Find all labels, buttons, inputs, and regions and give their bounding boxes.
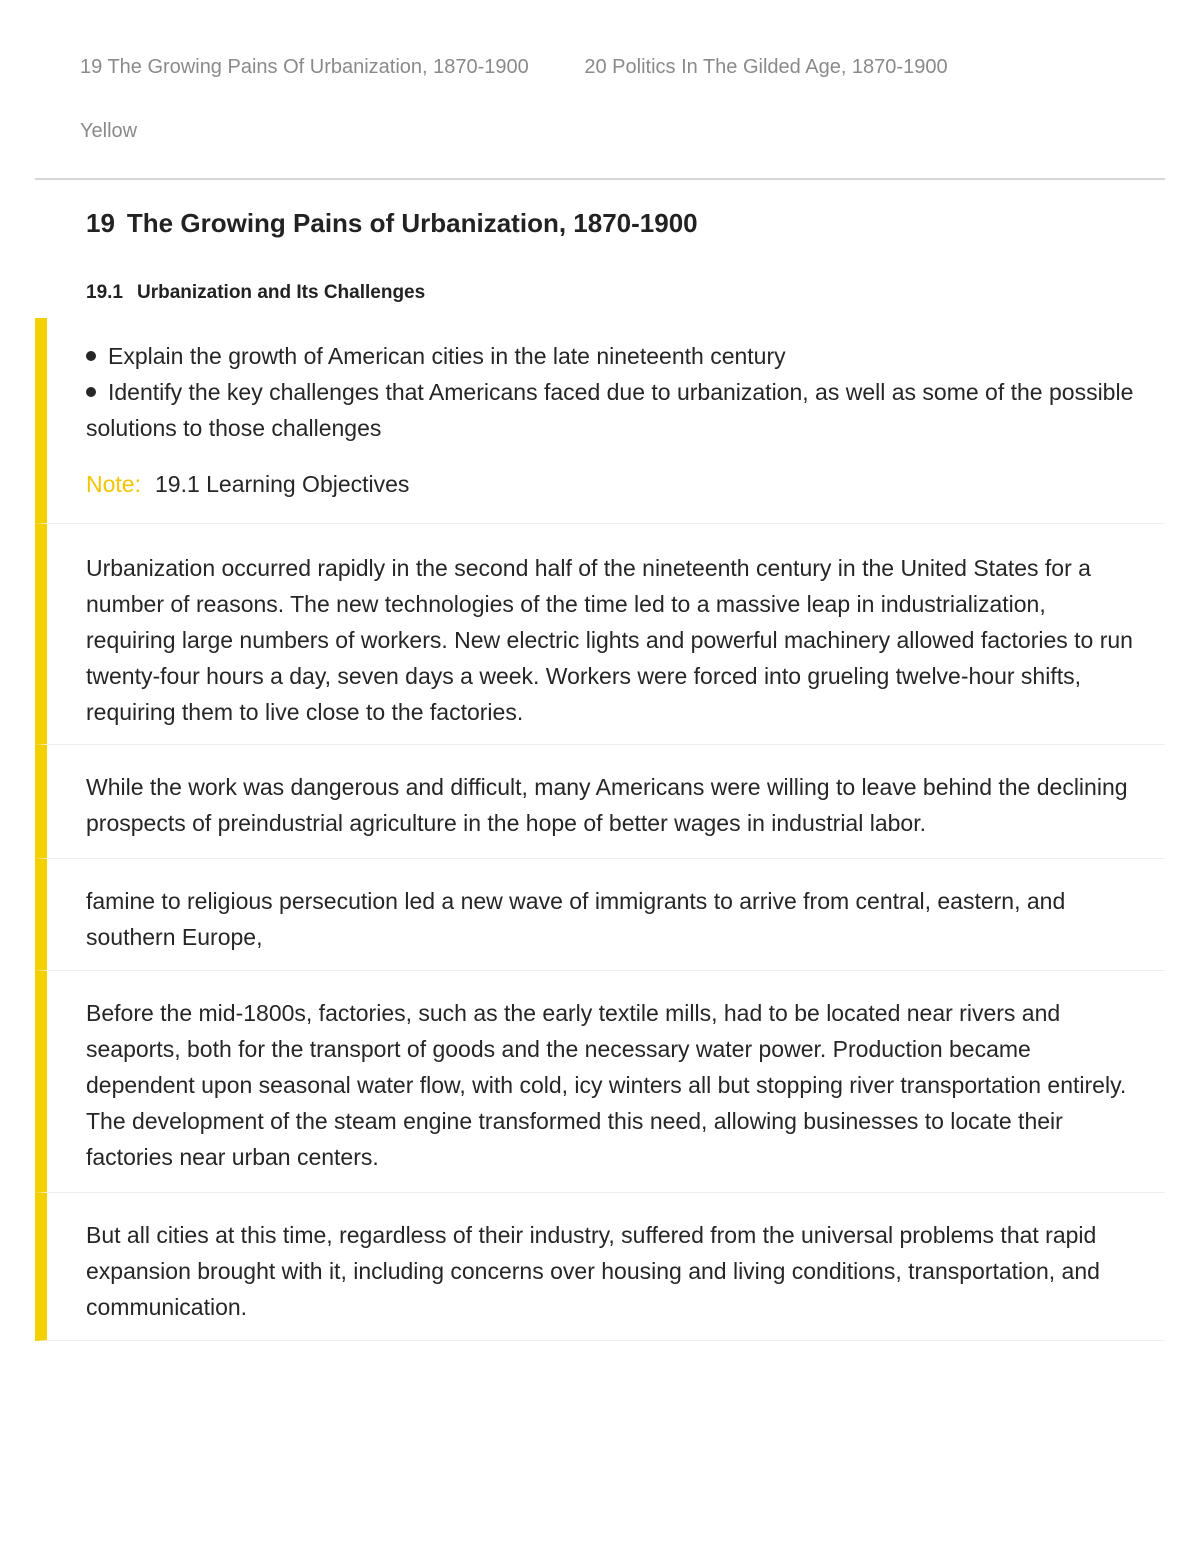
section-title (86, 282, 425, 304)
objective-text: Identify the key challenges that Americans faced due to urbanization, as well as some of the possible solutions to those challenges (86, 379, 1134, 441)
chapter-title (86, 208, 698, 239)
highlight-text: famine to religious persecution led a new wave of immigrants to arrive from central, eastern, and southern Europe, (86, 888, 1066, 950)
highlight-text: While the work was dangerous and difficult, many Americans were willing to leave behind the declining prospects of preindustrial agriculture in the hope of better wages in industrial labor. (86, 774, 1128, 836)
chapter-20-link[interactable]: 20 Politics In The Gilded Age, 1870-1900 (584, 56, 948, 78)
highlights-list (35, 318, 1165, 1341)
objective-item (86, 338, 1135, 374)
highlight-color-filter[interactable]: Yellow (80, 120, 138, 142)
highlight-item[interactable] (35, 1193, 1165, 1341)
objective-text: Explain the growth of American cities in the late nineteenth century (108, 343, 786, 369)
header-divider (35, 178, 1165, 180)
section-number: 19.1 (86, 282, 123, 303)
chapter-nav (80, 56, 948, 79)
note-text: 19.1 Learning Objectives (154, 471, 410, 497)
highlight-text: Urbanization occurred rapidly in the second half of the nineteenth century in the United States for a number of reasons. The new technologies of the time led to a massive leap in industrialization, requiring large numbers of workers. New electric lights and powerful machinery allowed factories to run twenty-four hours a day, seven days a week. Workers were forced into grueling twelve-hour shifts, requiring them to live close to the factories. (86, 555, 1133, 725)
highlight-item[interactable] (35, 524, 1165, 745)
objective-item (86, 374, 1135, 446)
note-label: Note: (86, 471, 141, 497)
bullet-icon (86, 351, 96, 361)
highlight-item[interactable] (35, 745, 1165, 859)
chapter-19-link[interactable]: 19 The Growing Pains Of Urbanization, 1870-1900 (80, 56, 529, 78)
bullet-icon (86, 387, 96, 397)
highlight-text: But all cities at this time, regardless of their industry, suffered from the universal problems that rapid expansion brought with it, including concerns over housing and living conditions, transportation, and communication. (86, 1222, 1100, 1320)
objectives-list (86, 338, 1135, 446)
chapter-title-text: The Growing Pains of Urbanization, 1870-1900 (126, 208, 698, 238)
note-line (86, 466, 1135, 502)
highlight-learning-objectives[interactable] (35, 318, 1165, 524)
section-title-text: Urbanization and Its Challenges (136, 282, 426, 303)
chapter-number: 19 (86, 208, 115, 238)
highlight-text: Before the mid-1800s, factories, such as the early textile mills, had to be located near rivers and seaports, both for the transport of goods and the necessary water power. Production became dependent upon seasonal water flow, with cold, icy winters all but stopping river transportation entirely. The development of the steam engine transformed this need, allowing businesses to locate their factories near urban centers. (86, 1000, 1127, 1170)
highlight-item[interactable] (35, 859, 1165, 971)
highlight-item[interactable] (35, 971, 1165, 1193)
